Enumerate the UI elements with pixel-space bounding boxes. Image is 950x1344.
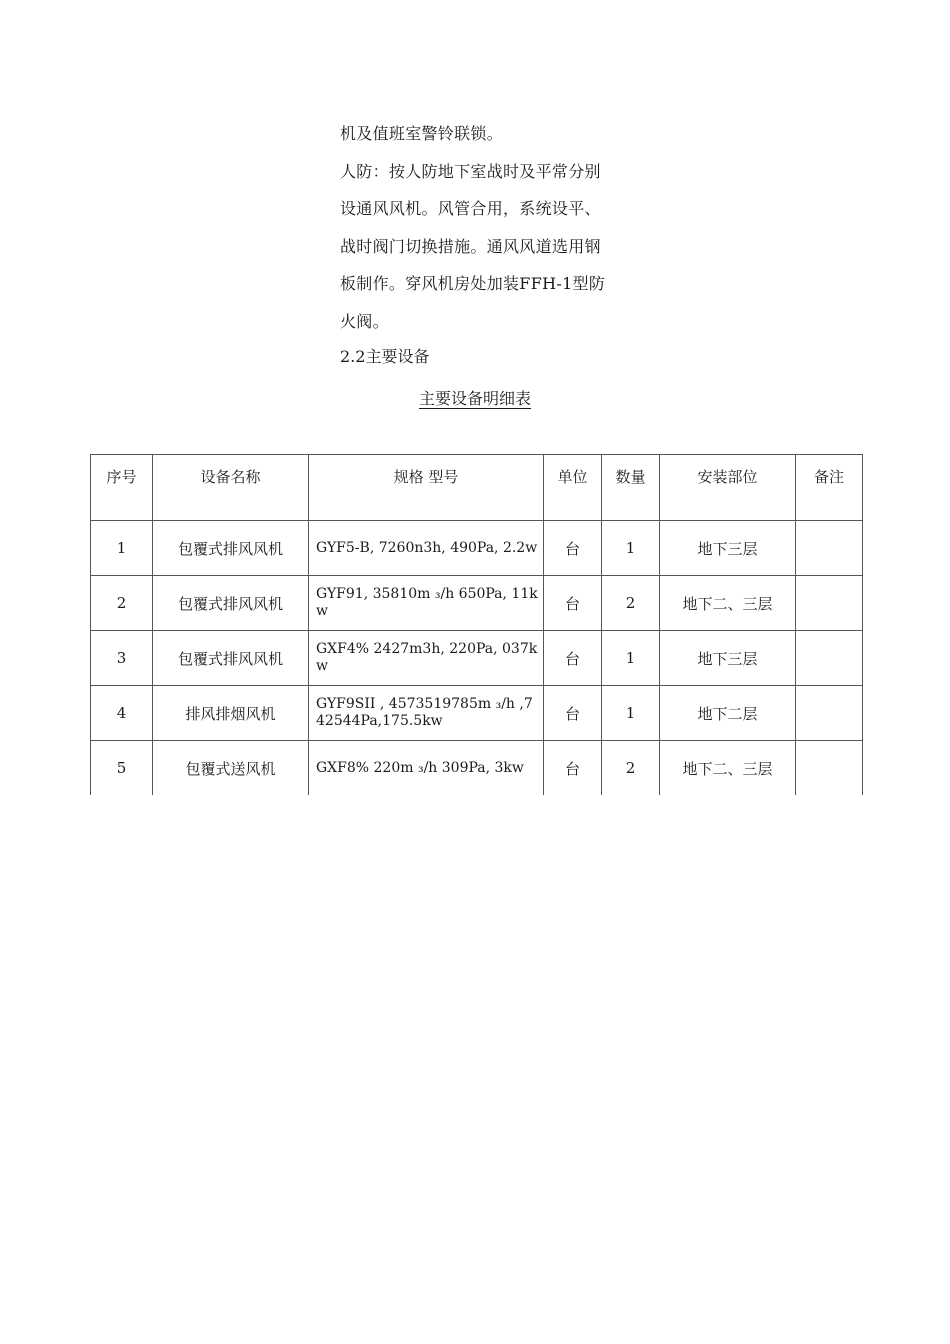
header-spec: 规格 型号 (309, 455, 544, 521)
table-header-row (91, 455, 863, 521)
body-line: 机及值班室警铃联锁。 (340, 124, 504, 143)
cell-spec: GXF4% 2427m3h, 220Pa, 037kw (309, 631, 544, 686)
cell-qty: 1 (602, 521, 660, 576)
cell-spec: GXF8% 220m ₃/h 309Pa, 3kw (309, 741, 544, 796)
cell-unit: 台 (544, 521, 602, 576)
cell-location: 地下二层 (660, 686, 796, 741)
cell-qty: 2 (602, 741, 660, 796)
cell-no: 1 (91, 521, 153, 576)
cell-remark (796, 686, 863, 741)
table-title-text: 主要设备明细表 (418, 389, 531, 408)
table-row (91, 741, 863, 796)
cell-unit: 台 (544, 686, 602, 741)
cell-no: 4 (91, 686, 153, 741)
header-unit: 单位 (544, 455, 602, 521)
cell-remark (796, 631, 863, 686)
header-name: 设备名称 (153, 455, 309, 521)
section-heading: 2.2主要设备 (340, 347, 430, 366)
cell-spec: GYF91, 35810m ₃/h 650Pa, 11kw (309, 576, 544, 631)
cell-no: 3 (91, 631, 153, 686)
equipment-table (90, 454, 863, 795)
cell-name: 包覆式排风风机 (153, 576, 309, 631)
cell-qty: 2 (602, 576, 660, 631)
table-row (91, 686, 863, 741)
cell-name: 包覆式排风风机 (153, 631, 309, 686)
cell-no: 2 (91, 576, 153, 631)
cell-remark (796, 521, 863, 576)
cell-spec: GYF9SII , 4573519785m ₃/h ,742544Pa,175.5kw (309, 686, 544, 741)
cell-name: 包覆式排风风机 (153, 521, 309, 576)
header-remark: 备注 (796, 455, 863, 521)
body-line: 板制作。穿风机房处加装FFH-1型防 (340, 274, 606, 293)
cell-qty: 1 (602, 686, 660, 741)
cell-location: 地下二、三层 (660, 576, 796, 631)
cell-qty: 1 (602, 631, 660, 686)
cell-name: 包覆式送风机 (153, 741, 309, 796)
cell-spec: GYF5-B, 7260n3h, 490Pa, 2.2w (309, 521, 544, 576)
body-line: 战时阀门切换措施。通风风道选用钢 (340, 236, 601, 256)
body-line: 火阀。 (340, 311, 389, 331)
cell-unit: 台 (544, 741, 602, 796)
cell-remark (796, 576, 863, 631)
cell-location: 地下三层 (660, 521, 796, 576)
cell-unit: 台 (544, 631, 602, 686)
cell-location: 地下三层 (660, 631, 796, 686)
body-line: 设通风风机。风管合用，系统设平、 (340, 199, 601, 218)
cell-unit: 台 (544, 576, 602, 631)
cell-location: 地下二、三层 (660, 741, 796, 796)
table-row (91, 631, 863, 686)
header-no: 序号 (91, 455, 153, 521)
cell-name: 排风排烟风机 (153, 686, 309, 741)
header-qty: 数量 (602, 455, 660, 521)
cell-remark (796, 741, 863, 796)
table-row (91, 576, 863, 631)
table-row (91, 521, 863, 576)
body-paragraph (340, 115, 640, 340)
body-line: 人防：按人防地下室战时及平常分别 (340, 161, 601, 181)
header-location: 安装部位 (660, 455, 796, 521)
table-title (0, 384, 950, 414)
cell-no: 5 (91, 741, 153, 796)
